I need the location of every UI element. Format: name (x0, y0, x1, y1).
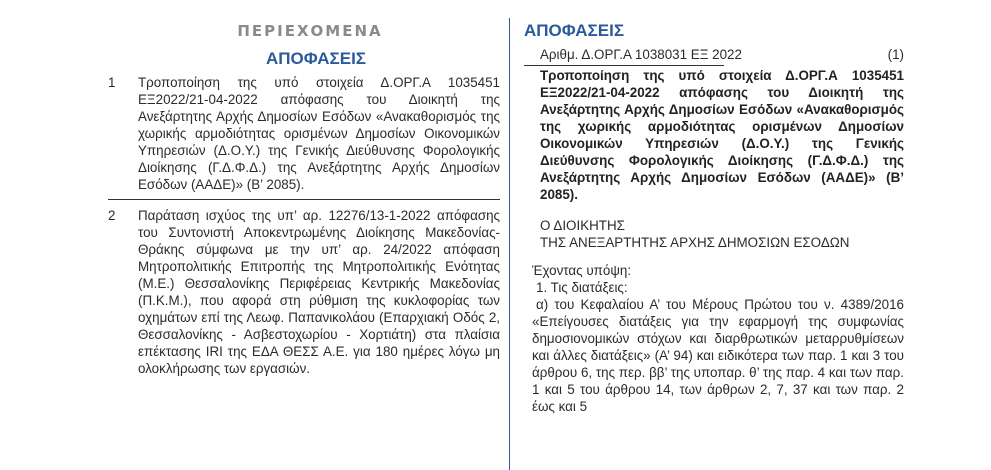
contents-title: ΠΕΡΙΕΧΟΜΕΝΑ (237, 22, 383, 40)
clause-a-text: α) του Κεφαλαίου Α’ του Μέρους Πρώτου του ν. 4389/2016 «Επείγουσες διατάξεις για την εφαρμογή της συμφωνίας δημοσιονομικών στόχων και διαρθρωτικών μεταρρυθμίσεων και άλλες διατάξεις» (Α’ 94) και ειδικότερα των παρ. 1 και 3 του άρθρου 6, της περ. ββ’ της υποπαρ. θ’ της παρ. 4 και των παρ. 1 και 5 του άρθρου 14, των άρθρων 2, 7, 37 και των παρ. 2 έως και 5 (532, 297, 904, 414)
contents-item-text: Τροποποίηση της υπό στοιχεία Δ.ΟΡΓ.Α 1035451 ΕΞ2022/21-04-2022 απόφασης του Διοικητή της Ανεξάρτητης Αρχής Δημοσίων Εσόδων «Ανακαθορισμός της χωρικής αρμοδιότητας ορισμένων Δημοσίων Οικονομικών Υπηρεσιών (Δ.Ο.Υ.) της Γενικής Διεύθυνσης Φορολογικής Διοίκησης (Γ.Δ.Φ.Δ.) της Ανεξάρτητης Αρχής Δημοσίων Εσόδων (ΑΑΔΕ)» (Β’ 2085). (138, 75, 500, 192)
contents-item-number: 2 (108, 208, 116, 223)
contents-column (108, 16, 500, 377)
contents-item-text: Παράταση ισχύος της υπ’ αρ. 12276/13-1-2022 απόφασης του Συντονιστή Αποκεντρωμένης Διοίκησης Μακεδονίας-Θράκης σύμφωνα με την υπ’ αρ. 24/2022 απόφαση Μητροπολιτικής Επιτροπής της Μητροπολιτικής Ενότητας (Μ.Ε.) Θεσσαλονίκης Περιφέρειας Κεντρικής Μακεδονίας (Π.Κ.Μ.), που αφορά στη ρύθμιση της κυκλοφορίας των οχημάτων επί της Λεωφ. Παπανικολάου (Επαρχιακή Οδός 2, Θεσσαλονίκης - Ασβεστοχωρίου - Χορτιάτη) στα πλαίσια επέκτασης IRI της ΕΔΑ ΘΕΣΣ Α.Ε. για 180 ημέρες λόγω μη ολοκλήρωσης των εργασιών. (138, 208, 500, 376)
decisions-section-heading: ΑΠΟΦΑΣΕΙΣ (524, 21, 625, 40)
reference-underline (524, 65, 724, 66)
contents-item-number: 1 (108, 75, 116, 90)
contents-item-2[interactable] (108, 199, 500, 377)
authority-name: ΤΗΣ ΑΝΕΞΑΡΤΗΤΗΣ ΑΡΧΗΣ ΔΗΜΟΣΙΩΝ ΕΣΟΔΩΝ (540, 235, 850, 250)
decision-body (532, 262, 904, 415)
decision-title: Τροποποίηση της υπό στοιχεία Δ.ΟΡΓ.Α 1035451 ΕΞ2022/21-04-2022 απόφασης του Διοικητή της Ανεξάρτητης Αρχής Δημοσίων Εσόδων «Ανακαθορισμός της χωρικής αρμοδιότητας ορισμένων Δημοσίων Οικονομικών Υπηρεσιών (Δ.Ο.Υ.) της Γενικής Διεύθυνσης Φορολογικής Διοίκησης (Γ.Δ.Φ.Δ.) της Ανεξάρτητης Αρχής Δημοσίων Εσόδων (ΑΑΔΕ)» (Β’ 2085). (540, 68, 904, 202)
decision-reference-row (540, 46, 904, 64)
provisions-line: 1. Τις διατάξεις: (536, 280, 628, 295)
issuing-authority (540, 217, 904, 251)
authority-title: Ο ΔΙΟΙΚΗΤΗΣ (540, 218, 625, 233)
decision-reference-number: Αριθμ. Δ.ΟΡΓ.Α 1038031 ΕΞ 2022 (540, 47, 742, 62)
column-divider (509, 18, 510, 470)
contents-item-1[interactable] (108, 70, 500, 193)
decisions-column (524, 16, 904, 415)
decision-index: (1) (887, 47, 904, 62)
considering-line: Έχοντας υπόψη: (532, 263, 632, 278)
contents-section-heading: ΑΠΟΦΑΣΕΙΣ (265, 49, 367, 68)
